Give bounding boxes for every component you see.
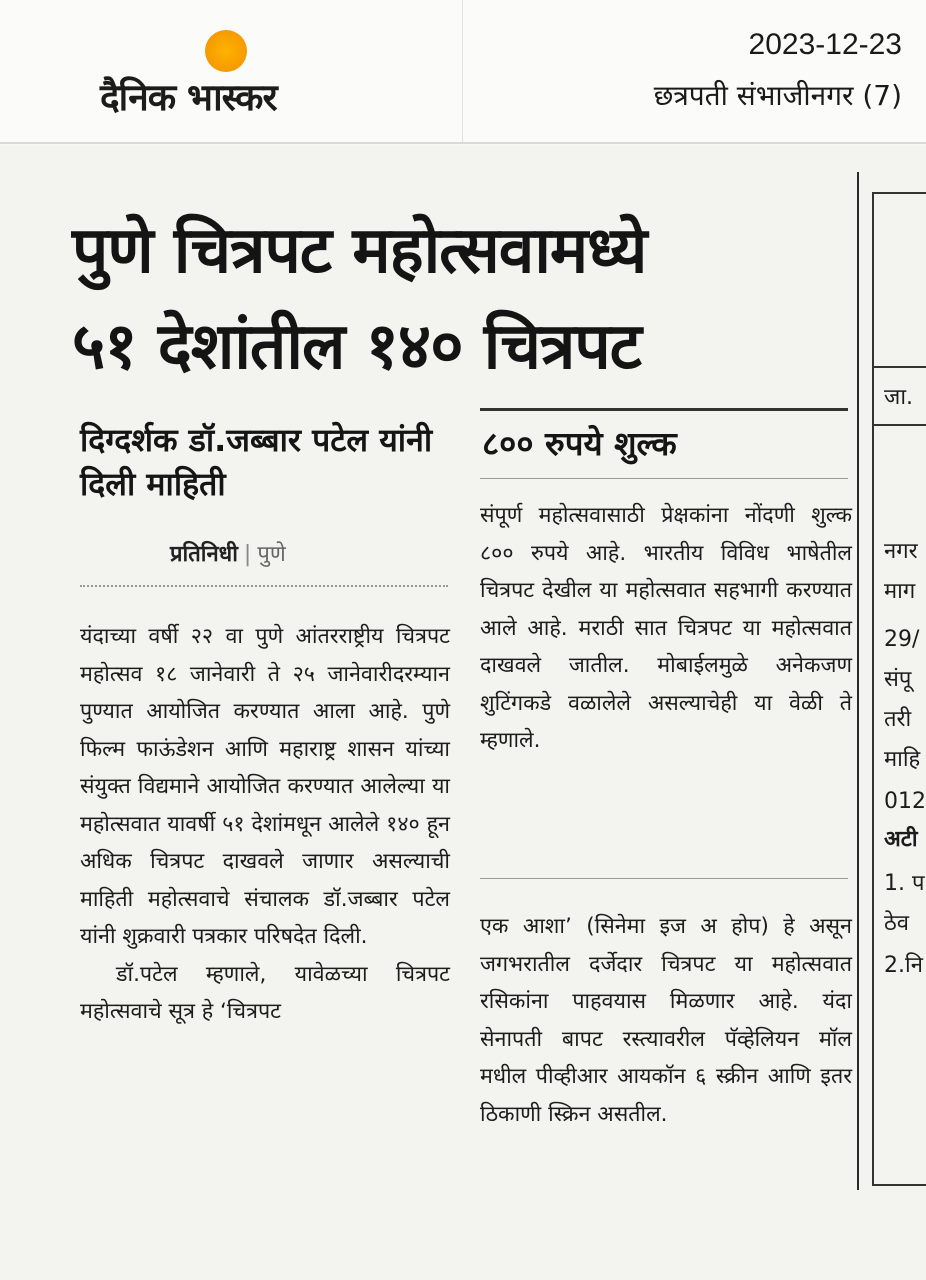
headline-line-1: पुणे चित्रपट महोत्सवामध्ये (72, 214, 647, 288)
edition-date: 2023-12-23 (748, 28, 902, 61)
ad-fragment: माग (884, 579, 916, 604)
header-divider (462, 0, 463, 142)
body-paragraph-2: डॉ.पटेल म्हणाले, यावेळच्या चित्रपट महोत्सवाचे सूत्र हे ‘चित्रपट (80, 961, 450, 1024)
fee-box-text: संपूर्ण महोत्सवासाठी प्रेक्षकांना नोंदणी शुल्क ८०० रुपये आहे. भारतीय विविध भाषेतील चित्रपट देखील या महोत्सवात सहभागी करण्यात आले आहे. मराठी सात चित्रपट या महोत्सवात दाखवले जातील. मोबाईलमुळे अनेकजण शुटिंगकडे वळालेले असल्याचेही या वेळी ते म्हणाले. (480, 503, 852, 753)
byline-separator: | (243, 542, 252, 567)
subheadline: दिग्दर्शक डॉ.जब्बार पटेल यांनी दिली माहिती (80, 421, 433, 503)
fee-box-heading: ८०० रुपये शुल्क (482, 424, 677, 463)
newspaper-header (0, 0, 926, 144)
adjacent-ad-box (872, 192, 926, 1186)
sun-logo-icon (205, 30, 247, 72)
byline (170, 538, 286, 568)
article-body-left (80, 618, 450, 1031)
continued-paragraph: एक आशा’ (सिनेमा इज अ होप) हे असून जगभरातील दर्जेदार चित्रपट या महोत्सवात रसिकांना पाहवयास मिळणार आहे. यंदा सेनापती बापट रस्त्यावरील पॅव्हेलियन मॉल मधील पीव्हीआर आयकॉन ६ स्क्रीन आणि इतर ठिकाणी स्क्रिन असतील. (480, 914, 852, 1127)
body-paragraph-1: यंदाच्या वर्षी २२ वा पुणे आंतरराष्ट्रीय चित्रपट महोत्सव १८ जानेवारी ते २५ जानेवारीदरम्यान पुण्यात आयोजित करण्यात आला आहे. पुणे फिल्म फाऊंडेशन आणि महाराष्ट्र शासन यांच्या संयुक्त विद्यमाने आयोजित करण्यात आलेल्या या महोत्सवात यावर्षी ५१ देशांमधून आलेले १४० हून अधिक चित्रपट दाखवले जाणार असल्याची माहिती महोत्सवाचे संचालक डॉ.जब्बार पटेल यांनी शुक्रवारी पत्रकार परिषदेत दिली. (80, 624, 450, 949)
ad-fragment: अटी (884, 827, 918, 852)
dotted-divider (80, 585, 448, 587)
box-bottom-rule (480, 878, 848, 879)
ad-fragment: संपू (884, 667, 912, 692)
ad-box-rule-1 (874, 366, 926, 368)
ad-fragment: 1. प (884, 871, 925, 896)
box-heading-rule (480, 478, 848, 479)
fee-box-body (480, 497, 852, 760)
box-top-rule (480, 408, 848, 411)
ad-fragment: 29/ (884, 627, 920, 652)
ad-fragment: तरी (884, 707, 912, 732)
ad-fragment: नगर (884, 539, 918, 564)
headline-line-2: ५१ देशांतील १४० चित्रपट (72, 310, 641, 384)
byline-author: प्रतिनिधी (170, 542, 238, 567)
ad-box-rule-2 (874, 424, 926, 426)
ad-fragment: ठेव (884, 911, 910, 936)
byline-city: पुणे (257, 542, 286, 567)
column-separator (857, 172, 859, 1190)
ad-fragment: माहि (884, 747, 921, 772)
edition-name: छत्रपती संभाजीनगर (7) (653, 79, 902, 112)
article-body-continued (480, 908, 852, 1133)
ad-fragment: 2.नि (884, 953, 923, 978)
ad-fragment: 012 (884, 789, 926, 814)
ad-fragment: जा. (884, 385, 914, 410)
newspaper-logo: दैनिक भास्कर (100, 76, 277, 119)
